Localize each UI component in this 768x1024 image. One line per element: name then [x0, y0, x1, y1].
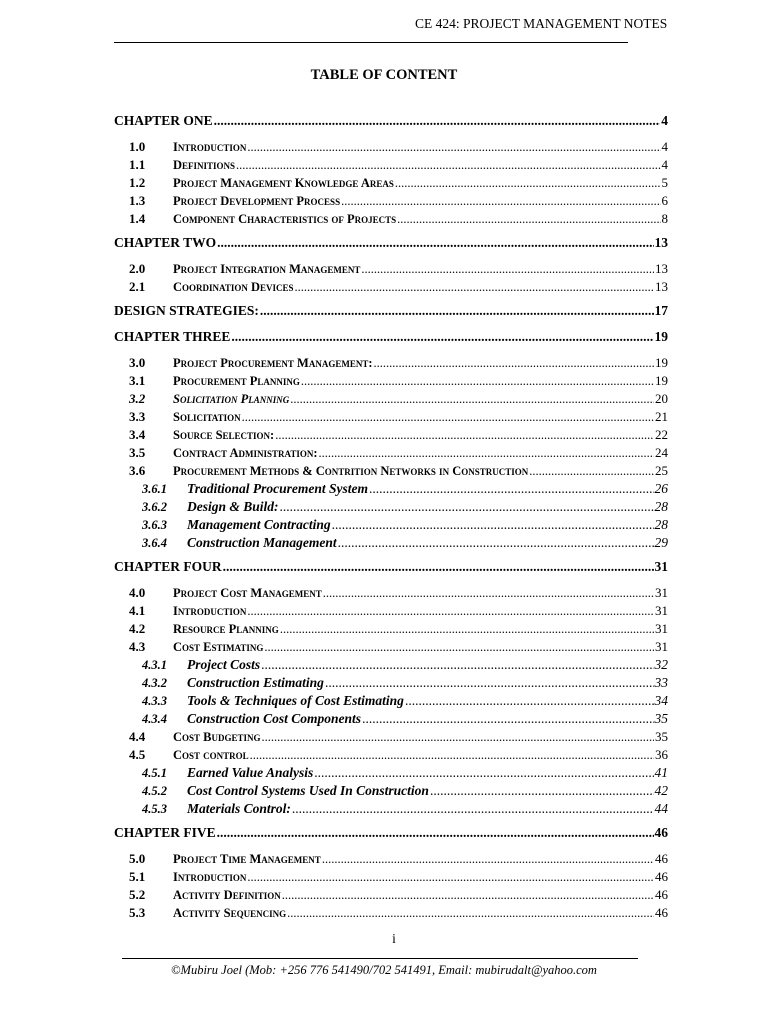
toc-dot-leader — [247, 138, 660, 156]
toc-entry-page: 19 — [654, 329, 668, 344]
header-rule — [114, 42, 628, 43]
toc-entry-page: 31 — [655, 639, 668, 654]
toc-entry-page: 31 — [654, 559, 668, 574]
toc-entry-page: 36 — [655, 747, 668, 762]
toc-entry-section[interactable] — [129, 192, 668, 210]
toc-entry-section[interactable] — [129, 426, 668, 444]
toc-dot-leader — [397, 210, 660, 228]
toc-dot-leader — [236, 156, 660, 174]
running-header: CE 424: PROJECT MANAGEMENT NOTES — [415, 16, 668, 31]
toc-entry-label: Project Procurement Management: — [173, 356, 373, 370]
toc-entry-section[interactable] — [129, 138, 668, 156]
toc-entry-page: 5 — [661, 175, 668, 190]
toc-entry-number: 3.0 — [129, 355, 146, 370]
footer-rule — [122, 958, 638, 959]
toc-entry-section[interactable] — [129, 904, 668, 922]
toc-entry-label: Management Contracting — [187, 517, 331, 532]
toc-entry-page: 28 — [654, 517, 668, 532]
toc-entry-number: 3.1 — [129, 373, 146, 388]
toc-entry-label: Contract Administration: — [173, 446, 318, 460]
toc-entry-number: 3.5 — [129, 445, 146, 460]
toc-entry-label: Construction Cost Components — [187, 711, 362, 726]
toc-entry-number: 1.0 — [129, 139, 146, 154]
toc-entry-number: 3.6.4 — [142, 536, 167, 550]
toc-entry-subsection[interactable] — [142, 764, 668, 782]
toc-entry-label: Solicitation — [173, 410, 241, 424]
toc-entry-page: 29 — [654, 535, 668, 550]
toc-entry-number: 1.4 — [129, 211, 146, 226]
toc-entry-section[interactable] — [129, 210, 668, 228]
toc-dot-leader — [430, 782, 654, 800]
toc-entry-number: 4.3.4 — [142, 712, 167, 726]
toc-entry-label: Source Selection: — [173, 428, 275, 442]
toc-list — [114, 110, 668, 922]
toc-entry-section[interactable] — [129, 728, 668, 746]
toc-entry-page: 46 — [655, 905, 668, 920]
toc-entry-section[interactable] — [129, 156, 668, 174]
toc-entry-label: Introduction — [173, 870, 247, 884]
toc-entry-subsection[interactable] — [142, 782, 668, 800]
toc-entry-number: 3.4 — [129, 427, 146, 442]
toc-entry-number: 5.1 — [129, 869, 146, 884]
toc-entry-page: 8 — [661, 211, 668, 226]
toc-entry-number: 3.6.2 — [142, 500, 167, 514]
toc-entry-number: 4.5.1 — [142, 766, 167, 780]
toc-entry-number: 5.2 — [129, 887, 146, 902]
toc-entry-label: Introduction — [173, 140, 247, 154]
toc-entry-page: 28 — [654, 499, 668, 514]
toc-entry-page: 13 — [654, 235, 668, 250]
toc-entry-label: Project Integration Management — [173, 262, 361, 276]
toc-entry-label: CHAPTER FOUR — [114, 559, 222, 574]
toc-entry-chapter[interactable] — [114, 824, 668, 842]
toc-entry-page: 31 — [655, 603, 668, 618]
toc-entry-label: Resource Planning — [173, 622, 279, 636]
toc-entry-number: 4.0 — [129, 585, 146, 600]
toc-entry-number: 4.3.2 — [142, 676, 167, 690]
toc-entry-label: Solicitation Planning — [173, 392, 290, 406]
toc-entry-chapter[interactable] — [114, 112, 668, 130]
toc-dot-leader — [323, 584, 654, 602]
toc-entry-number: 3.6.3 — [142, 518, 167, 532]
page-number: i — [392, 931, 396, 946]
toc-entry-label: CHAPTER ONE — [114, 113, 213, 128]
toc-dot-leader — [295, 278, 654, 296]
toc-entry-subsection[interactable] — [142, 498, 668, 516]
toc-entry-number: 2.1 — [129, 279, 146, 294]
toc-entry-label: Cost Estimating — [173, 640, 264, 654]
toc-entry-page: 33 — [654, 675, 668, 690]
toc-dot-leader — [319, 444, 655, 462]
toc-entry-section[interactable] — [129, 372, 668, 390]
toc-entry-label: Traditional Procurement System — [187, 481, 369, 496]
toc-entry-number: 3.6 — [129, 463, 146, 478]
toc-dot-leader — [231, 328, 653, 346]
toc-entry-number: 4.3.3 — [142, 694, 167, 708]
toc-entry-section[interactable] — [129, 602, 668, 620]
toc-entry-number: 4.5.3 — [142, 802, 167, 816]
toc-entry-label: Cost Control Systems Used In Construction — [187, 783, 429, 798]
toc-entry-number: 1.2 — [129, 175, 146, 190]
toc-entry-page: 21 — [655, 409, 668, 424]
toc-dot-leader — [280, 620, 654, 638]
toc-entry-page: 13 — [655, 261, 668, 276]
toc-entry-section[interactable] — [129, 278, 668, 296]
toc-dot-leader — [262, 728, 654, 746]
toc-entry-label: Cost Budgeting — [173, 730, 261, 744]
toc-entry-chapter[interactable] — [114, 234, 668, 252]
toc-dot-leader — [332, 516, 654, 534]
toc-dot-leader — [217, 234, 653, 252]
toc-dot-leader — [264, 638, 654, 656]
toc-entry-page: 46 — [654, 825, 668, 840]
toc-entry-label: Project Development Process — [173, 194, 341, 208]
toc-dot-leader — [395, 174, 661, 192]
toc-entry-subsection[interactable] — [142, 692, 668, 710]
toc-entry-page: 35 — [654, 711, 668, 726]
toc-entry-label: Cost control — [173, 748, 249, 762]
toc-entry-section[interactable] — [129, 444, 668, 462]
toc-entry-page: 19 — [655, 373, 668, 388]
toc-dot-leader — [290, 390, 654, 408]
toc-entry-page: 6 — [661, 193, 668, 208]
toc-dot-leader — [223, 558, 654, 576]
toc-entry-label: Component Characteristics of Projects — [173, 212, 397, 226]
toc-entry-page: 17 — [654, 303, 668, 318]
toc-entry-number: 1.1 — [129, 157, 146, 172]
toc-dot-leader — [282, 886, 654, 904]
toc-entry-section[interactable] — [129, 462, 668, 480]
toc-entry-label: Coordination Devices — [173, 280, 294, 294]
toc-entry-chapter[interactable] — [114, 302, 668, 320]
toc-entry-number: 5.3 — [129, 905, 146, 920]
toc-entry-subsection[interactable] — [142, 480, 668, 498]
toc-dot-leader — [362, 710, 653, 728]
toc-entry-label: Tools & Techniques of Cost Estimating — [187, 693, 404, 708]
toc-entry-label: Introduction — [173, 604, 247, 618]
toc-title: TABLE OF CONTENT — [310, 67, 458, 83]
toc-entry-number: 5.0 — [129, 851, 146, 866]
toc-dot-leader — [529, 462, 654, 480]
toc-entry-subsection[interactable] — [142, 710, 668, 728]
toc-entry-label: CHAPTER THREE — [114, 329, 231, 344]
toc-entry-page: 20 — [655, 391, 668, 406]
toc-dot-leader — [247, 868, 654, 886]
toc-entry-number: 3.3 — [129, 409, 146, 424]
toc-dot-leader — [261, 656, 653, 674]
toc-entry-page: 32 — [654, 657, 668, 672]
toc-entry-number: 3.2 — [129, 391, 146, 406]
toc-entry-page: 46 — [655, 851, 668, 866]
toc-entry-page: 19 — [655, 355, 668, 370]
toc-entry-page: 31 — [655, 585, 668, 600]
toc-dot-leader — [301, 372, 654, 390]
toc-entry-subsection[interactable] — [142, 800, 668, 818]
toc-entry-subsection[interactable] — [142, 656, 668, 674]
toc-entry-number: 4.3 — [129, 639, 146, 654]
toc-entry-label: Project Time Management — [173, 852, 321, 866]
toc-entry-page: 46 — [655, 887, 668, 902]
toc-dot-leader — [374, 354, 655, 372]
toc-dot-leader — [369, 480, 653, 498]
toc-entry-section[interactable] — [129, 408, 668, 426]
toc-entry-section[interactable] — [129, 638, 668, 656]
toc-entry-chapter[interactable] — [114, 328, 668, 346]
toc-entry-section[interactable] — [129, 868, 668, 886]
toc-entry-page: 25 — [655, 463, 668, 478]
toc-entry-page: 41 — [654, 765, 668, 780]
toc-dot-leader — [247, 602, 654, 620]
toc-dot-leader — [325, 674, 654, 692]
toc-entry-label: Project Management Knowledge Areas — [173, 176, 394, 190]
toc-entry-number: 1.3 — [129, 193, 146, 208]
toc-entry-number: 4.2 — [129, 621, 146, 636]
toc-dot-leader — [322, 850, 654, 868]
toc-entry-number: 4.5 — [129, 747, 146, 762]
toc-entry-label: Earned Value Analysis — [187, 765, 314, 780]
toc-entry-page: 42 — [654, 783, 668, 798]
footer-copyright: ©Mubiru Joel (Mob: +256 776 541490/702 541491, Email: mubirudalt@yahoo.com — [171, 963, 597, 977]
toc-entry-number: 4.1 — [129, 603, 146, 618]
toc-entry-label: Activity Definition — [173, 888, 281, 902]
toc-entry-section[interactable] — [129, 174, 668, 192]
toc-entry-page: 26 — [654, 481, 668, 496]
toc-entry-label: CHAPTER FIVE — [114, 825, 216, 840]
toc-entry-number: 3.6.1 — [142, 482, 167, 496]
toc-entry-page: 4 — [661, 139, 668, 154]
toc-entry-label: CHAPTER TWO — [114, 235, 217, 250]
toc-entry-number: 2.0 — [129, 261, 146, 276]
toc-entry-label: Project Cost Management — [173, 586, 322, 600]
toc-entry-label: Procurement Planning — [173, 374, 300, 388]
toc-entry-label: Materials Control: — [187, 801, 291, 816]
toc-entry-section[interactable] — [129, 746, 668, 764]
toc-dot-leader — [260, 302, 654, 320]
toc-entry-page: 22 — [655, 427, 668, 442]
toc-entry-label: DESIGN STRATEGIES: — [114, 303, 259, 318]
toc-dot-leader — [214, 112, 661, 130]
toc-entry-number: 4.3.1 — [142, 658, 167, 672]
toc-dot-leader — [287, 904, 654, 922]
toc-entry-label: Definitions — [173, 158, 236, 172]
toc-entry-section[interactable] — [129, 620, 668, 638]
toc-entry-page: 34 — [654, 693, 668, 708]
toc-dot-leader — [242, 408, 654, 426]
toc-entry-subsection[interactable] — [142, 674, 668, 692]
toc-entry-subsection[interactable] — [142, 534, 668, 552]
toc-entry-page: 13 — [655, 279, 668, 294]
toc-entry-page: 24 — [655, 445, 668, 460]
toc-entry-label: Project Costs — [187, 657, 261, 672]
toc-entry-label: Construction Management — [187, 535, 337, 550]
toc-entry-label: Procurement Methods & Contrition Networks in Construction — [173, 464, 529, 478]
toc-entry-page: 4 — [661, 157, 668, 172]
toc-entry-section[interactable] — [129, 354, 668, 372]
toc-entry-subsection[interactable] — [142, 516, 668, 534]
toc-entry-page: 35 — [655, 729, 668, 744]
toc-dot-leader — [292, 800, 654, 818]
toc-entry-section[interactable] — [129, 584, 668, 602]
toc-entry-number: 4.5.2 — [142, 784, 167, 798]
toc-entry-page: 31 — [655, 621, 668, 636]
toc-dot-leader — [361, 260, 654, 278]
toc-dot-leader — [217, 824, 654, 842]
toc-dot-leader — [338, 534, 654, 552]
toc-dot-leader — [405, 692, 654, 710]
toc-entry-label: Construction Estimating — [187, 675, 324, 690]
toc-entry-number: 4.4 — [129, 729, 146, 744]
toc-dot-leader — [280, 498, 654, 516]
toc-entry-page: 46 — [655, 869, 668, 884]
toc-dot-leader — [275, 426, 654, 444]
toc-entry-chapter[interactable] — [114, 558, 668, 576]
toc-entry-section[interactable] — [129, 390, 668, 408]
toc-entry-page: 4 — [661, 113, 668, 128]
toc-dot-leader — [341, 192, 660, 210]
toc-entry-section[interactable] — [129, 886, 668, 904]
toc-entry-section[interactable] — [129, 850, 668, 868]
toc-entry-section[interactable] — [129, 260, 668, 278]
toc-entry-label: Design & Build: — [187, 499, 279, 514]
toc-dot-leader — [314, 764, 653, 782]
toc-entry-label: Activity Sequencing — [173, 906, 287, 920]
toc-dot-leader — [250, 746, 654, 764]
toc-entry-page: 44 — [654, 801, 668, 816]
